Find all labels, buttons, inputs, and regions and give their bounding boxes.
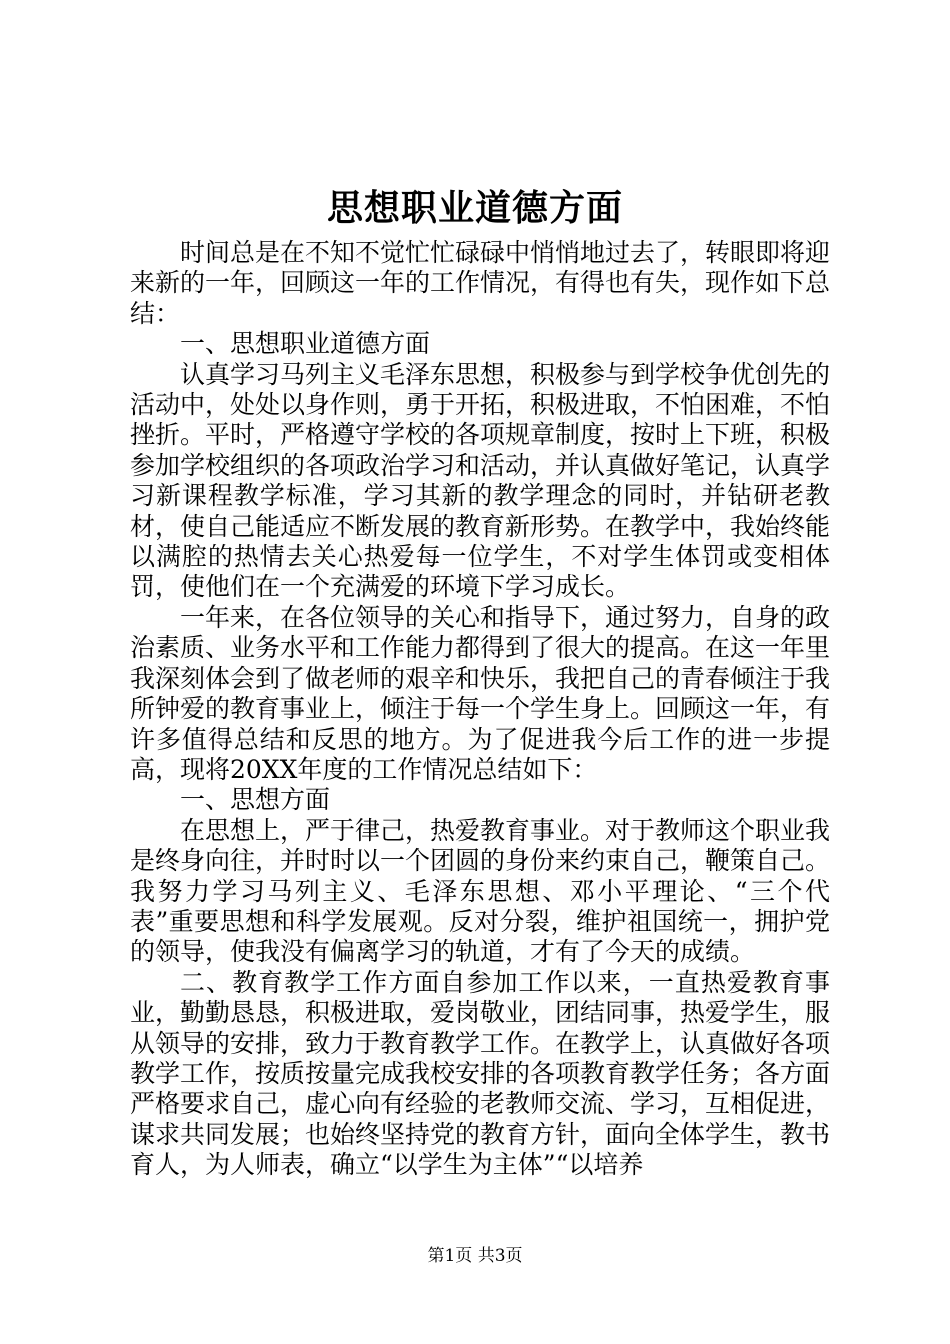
paragraph-ethics: 认真学习马列主义毛泽东思想，积极参与到学校争优创先的活动中，处处以身作则，勇于开拓，积极进取，不怕困难，不怕挫折。平时，严格遵守学校的各项规章制度，按时上下班，积极参加学校组织的各项政治学习和活动，并认真做好笔记，认真学习新课程教学标准，学习其新的教学理念的同时，并钻研老教材，使自己能适应不断发展的教育新形势。在教学中，我始终能以满腔的热情去关心热爱每一位学生，不对学生体罚或变相体罚，使他们在一个充满爱的环境下学习成长。 (130, 359, 831, 602)
document-title: 思想职业道德方面 (326, 187, 623, 229)
document-body (130, 238, 830, 1181)
paragraph-year-review: 一年来，在各位领导的关心和指导下，通过努力，自身的政治素质、业务水平和工作能力都得到了很大的提高。在这一年里我深刻体会到了做老师的艰辛和快乐，我把自己的青春倾注于我所钟爱的教育事业上，倾注于每一个学生身上。回顾这一年，有许多值得总结和反思的地方。为了促进我今后工作的进一步提高，现将20XX年度的工作情况总结如下： (130, 602, 831, 784)
section-heading-ethics: 一、思想职业道德方面 (180, 329, 431, 359)
page-number-footer: 第1页 共3页 (427, 1246, 523, 1266)
paragraph-teaching: 二、教育教学工作方面自参加工作以来，一直热爱教育事业，勤勤恳恳，积极进取，爱岗敬业，团结同事，热爱学生，服从领导的安排，致力于教育教学工作。在教学上，认真做好各项教学工作，按质按量完成我校安排的各项教育教学任务；各方面严格要求自己，虚心向有经验的老教师交流、学习，互相促进，谋求共同发展；也始终坚持党的教育方针，面向全体学生，教书育人，为人师表，确立“以学生为主体”“以培养 (130, 967, 831, 1180)
paragraph-thought: 在思想上，严于律己，热爱教育事业。对于教师这个职业我是终身向往，并时时以一个团圆的身份来约束自己，鞭策自己。我努力学习马列主义、毛泽东思想、邓小平理论、“三个代表”重要思想和科学发展观。反对分裂，维护祖国统一，拥护党的领导，使我没有偏离学习的轨道，才有了今天的成绩。 (130, 815, 831, 967)
paragraph-intro: 时间总是在不知不觉忙忙碌碌中悄悄地过去了，转眼即将迎来新的一年，回顾这一年的工作情况，有得也有失，现作如下总结： (130, 238, 831, 328)
section-heading-thought: 一、思想方面 (180, 785, 331, 815)
